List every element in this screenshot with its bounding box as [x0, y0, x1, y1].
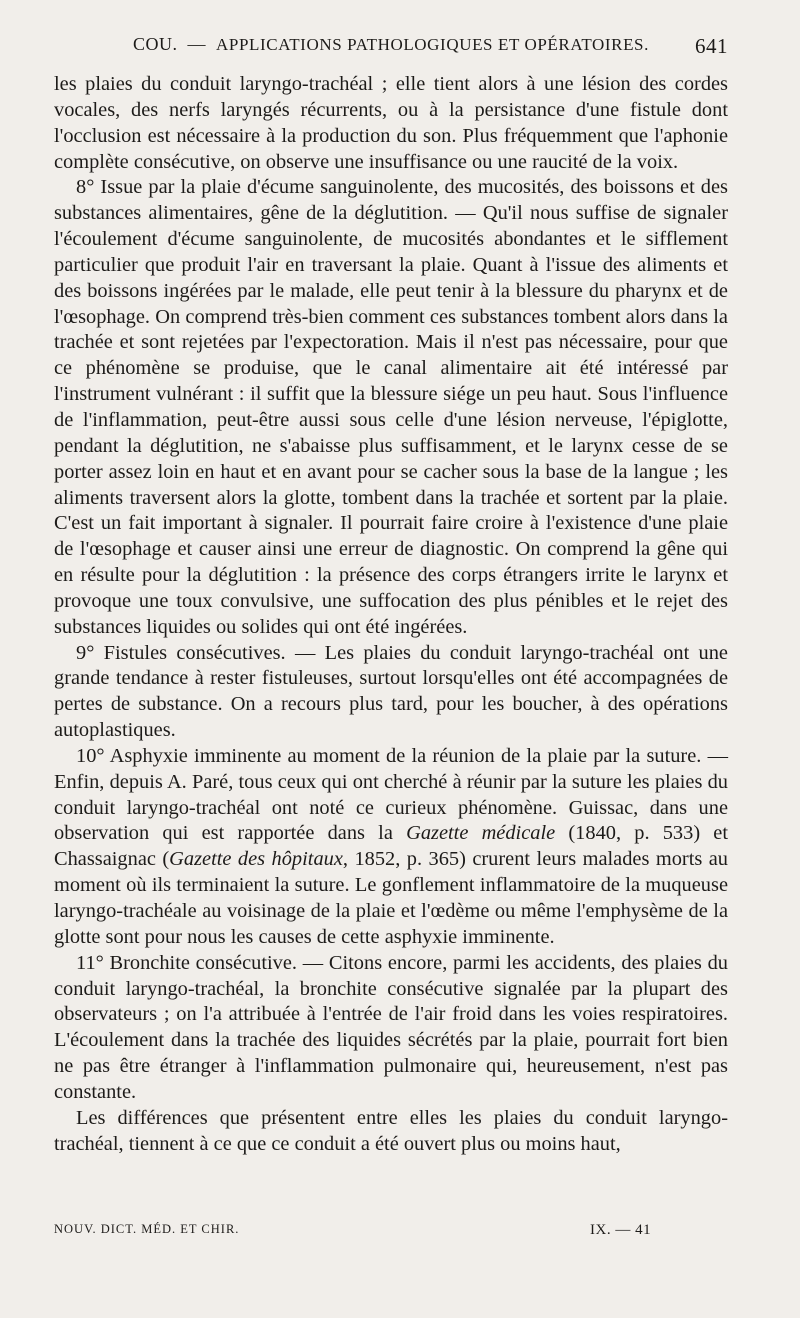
header-dash: — — [187, 34, 207, 54]
paragraph-text: Les différences que présentent entre elles les plaies du conduit laryngo-trachéal, tiennent à ce que ce conduit a été ouvert plus ou moins haut, — [54, 1106, 728, 1155]
paragraph-text: 10° Asphyxie imminente au moment de la réunion de la plaie par la suture. — Enfin, depuis A. Paré, tous ceux qui ont cherché à réunir par la suture les plaies du conduit laryngo-trachéal ont noté ce curieux phénomène. Guissac, dans une observation qui est rapportée dans la — [54, 744, 728, 845]
paragraph-text: 9° Fistules consécutives. — Les plaies du conduit laryngo-trachéal ont une grande tendance à rester fistuleuses, surtout lorsqu'elles ont été accompagnées de pertes de substance. On a recours plus tard, pour les boucher, à des opérations autoplastiques. — [54, 641, 728, 742]
paragraph — [54, 72, 728, 175]
paragraph — [54, 1106, 728, 1158]
paragraph-text: (1840, p. 533) et Chassaignac ( — [54, 822, 729, 871]
page-number: 641 — [695, 34, 728, 58]
running-header — [54, 34, 728, 64]
paragraph-text: les plaies du conduit laryngo-trachéal ; elle tient alors à une lésion des cordes vocales, des nerfs laryngés récurrents, ou à la persistance d'une fistule dont l'occlusion est nécessaire à la production du son. Plus fréquemment que l'aphonie complète consécutive, on observe une insuffisance ou une raucité de la voix. — [54, 73, 728, 173]
header-left: COU. — [133, 34, 178, 54]
header-rubric: APPLICATIONS PATHOLOGIQUES ET OPÉRATOIRES. — [216, 35, 649, 54]
italic-citation: Gazette des hôpitaux — [169, 848, 343, 871]
paragraph — [54, 641, 728, 744]
paragraph — [54, 951, 728, 1106]
paragraph-text: , 1852, p. 365) crurent leurs malades morts au moment où ils terminaient la suture. Le gonflement inflammatoire de la muqueuse laryngo-trachéale au voisinage de la plaie et l'œdème ou même l'emphysème de la glotte sont pour nous les causes de cette asphyxie imminente. — [54, 848, 729, 948]
paragraph-text: 11° Bronchite consécutive. — Citons encore, parmi les accidents, des plaies du conduit laryngo-trachéal, la bronchite consécutive signalée par la plupart des observateurs ; on l'a attribuée à l'entrée de l'air froid dans les voies respiratoires. L'écoulement dans la trachée des liquides sécrétés par la plaie, pourrait fort bien ne pas être étranger à l'inflammation pulmonaire qui, heureusement, n'est pas constante. — [54, 951, 728, 1103]
footer-signature: IX. — 41 — [590, 1222, 652, 1238]
paragraph — [54, 175, 728, 640]
footer-title: NOUV. DICT. MÉD. ET CHIR. — [54, 1222, 240, 1236]
page-footer — [54, 1222, 728, 1237]
paragraph-text: 8° Issue par la plaie d'écume sanguinolente, des mucosités, des boissons et des substances alimentaires, gêne de la déglutition. — Qu'il nous suffise de signaler l'écoulement d'écume sanguinolente, de mucosités abondantes et le sifflement particulier que produit l'air en traversant la plaie. Quant à l'issue des aliments et des boissons ingérées par le malade, elle peut tenir à la blessure du pharynx et de l'œsophage. On comprend très-bien comment ces substances tombent alors dans la trachée et sont rejetées par l'expectoration. Mais il n'est pas nécessaire, pour que ce phénomène se produise, que le canal alimentaire ait été intéressé par l'instrument vulnérant : il suffit que la blessure siége un peu haut. Sous l'influence de l'inflammation, peut-être aussi sous celle d'une lésion nerveuse, l'épiglotte, pendant la déglutition, ne s'abaisse plus suffisamment, et le larynx cesse de se porter assez loin en haut et en avant pour se cacher sous la base de la langue ; les aliments traversent alors la glotte, tombent dans la trachée et sortent par la plaie. C'est un fait important à signaler. Il pourrait faire croire à l'existence d'une plaie de l'œsophage et causer ainsi une erreur de diagnostic. On comprend la gêne qui en résulte pour la déglutition : la présence des corps étrangers irrite le larynx et provoque une toux convulsive, une suffocation des plus pénibles et le rejet des substances liquides ou solides qui ont été ingérées. — [54, 176, 728, 638]
italic-citation: Gazette médicale — [406, 822, 556, 845]
body-text — [54, 72, 728, 1157]
paragraph — [54, 744, 728, 951]
